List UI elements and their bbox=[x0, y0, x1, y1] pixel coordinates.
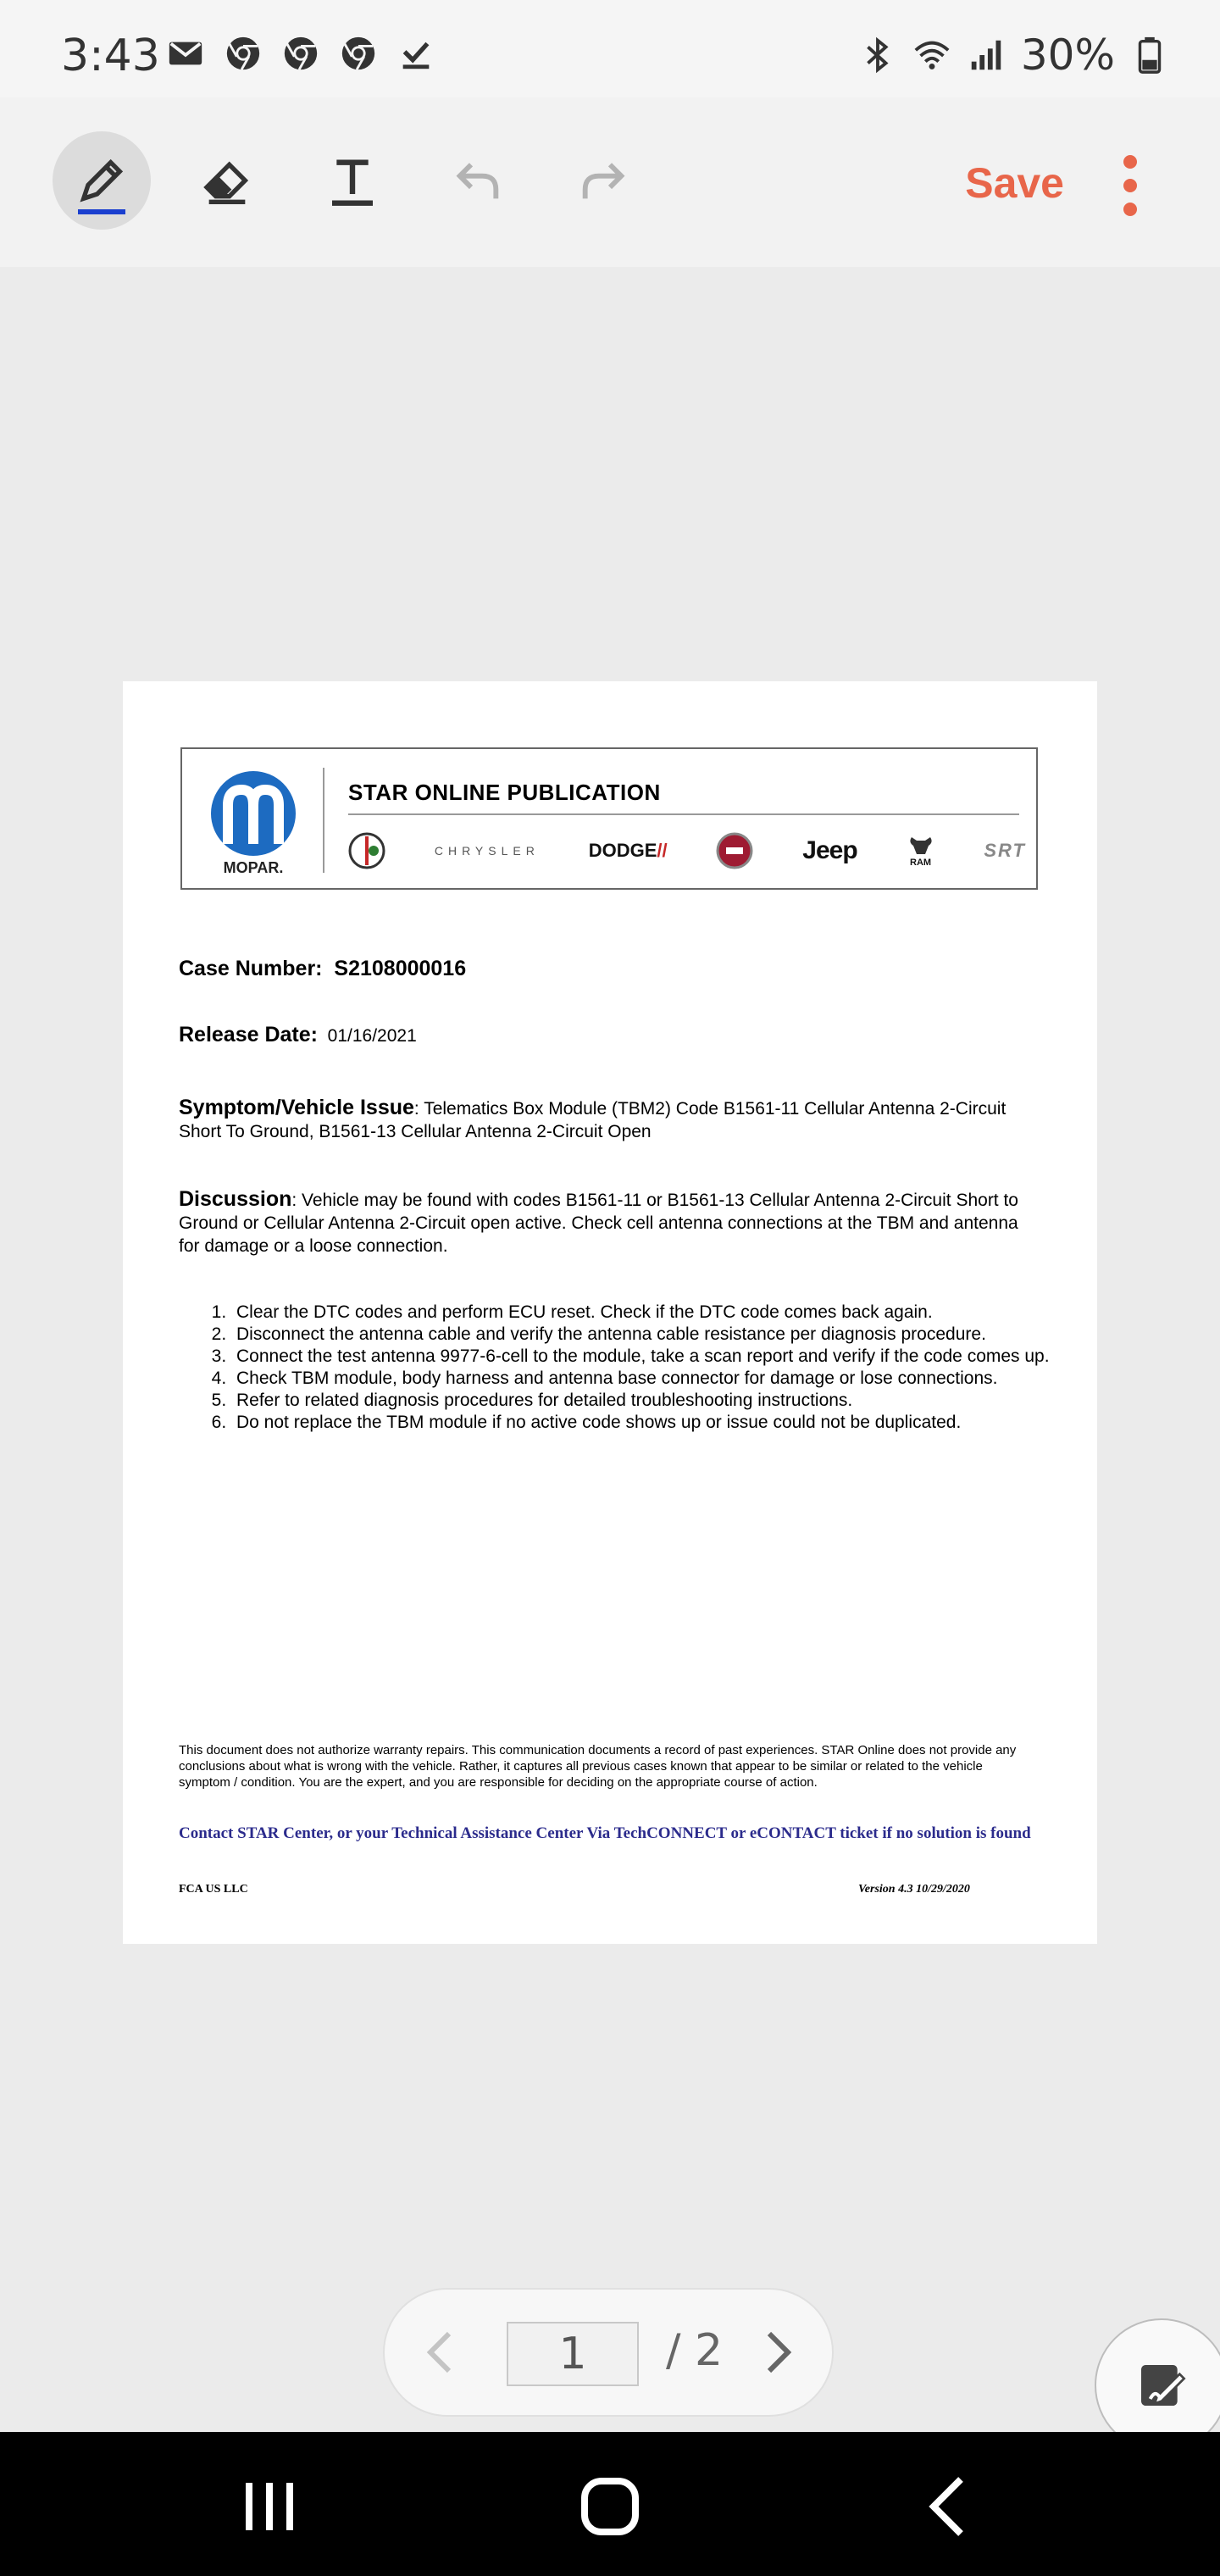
previous-page-icon[interactable] bbox=[422, 2329, 456, 2376]
system-icons bbox=[858, 31, 1169, 80]
release-value: 01/16/2021 bbox=[327, 1026, 417, 1046]
publication-banner bbox=[180, 747, 1038, 890]
battery-icon bbox=[1130, 36, 1169, 75]
step-item: 6. Do not replace the TBM module if no active code shows up or issue could not be duplicated. bbox=[231, 1412, 1079, 1434]
disclaimer-text: This document does not authorize warranty repairs. This communication documents a record of past experiences. STAR Online does not provide any conclusions about what is wrong with the vehicle. Rather, it captures all previous cases known that appear to be similar or related to the vehicle symptom / condition. You are the expert, and you are responsible for deciding on the appropriate course of action. bbox=[179, 1743, 1017, 1790]
discussion-text: : Vehicle may be found with codes B1561-11 or B1561-13 Cellular Antenna 2-Circuit Short to Ground or Cellular Antenna 2-Circuit open active. Check cell antenna connections at the TBM and antenna for damage or a loose connection. bbox=[179, 1191, 1018, 1256]
wifi-icon bbox=[912, 36, 951, 75]
dodge-logo: DODGE// bbox=[588, 840, 668, 861]
page-number-input[interactable]: 1 bbox=[507, 2322, 639, 2386]
alfa-romeo-logo bbox=[348, 832, 385, 869]
step-item: 4. Check TBM module, body harness and antenna base connector for damage or lose connections. bbox=[231, 1368, 1079, 1390]
case-number bbox=[179, 958, 1036, 980]
status-time: 3:43 bbox=[61, 31, 160, 81]
symptom-text: : Telematics Box Module (TBM2) Code B1561-11 Cellular Antenna 2-Circuit Short To Ground, B1561-13 Cellular Antenna 2-Circuit Open bbox=[179, 1099, 1006, 1141]
symptom-section bbox=[179, 1096, 1036, 1143]
symptom-label: Symptom/Vehicle Issue bbox=[179, 1096, 414, 1119]
home-icon[interactable] bbox=[576, 2473, 644, 2540]
eraser-tool-button[interactable] bbox=[178, 131, 276, 230]
chrome-icon bbox=[224, 34, 263, 73]
save-button[interactable]: Save bbox=[965, 159, 1064, 207]
mail-icon bbox=[166, 34, 205, 73]
eraser-icon bbox=[200, 153, 254, 208]
contact-text: Contact STAR Center, or your Technical Assistance Center Via TechCONNECT or eCONTACT ticket if no solution is found bbox=[179, 1824, 1031, 1842]
step-item: 5. Refer to related diagnosis procedures for detailed troubleshooting instructions. bbox=[231, 1390, 1079, 1412]
mopar-logo bbox=[199, 768, 308, 876]
release-date bbox=[179, 1024, 1036, 1047]
text-tool-button[interactable] bbox=[303, 131, 402, 230]
bluetooth-icon bbox=[858, 36, 897, 75]
step-item: 3. Connect the test antenna 9977-6-cell to the module, take a scan report and verify if the code comes up. bbox=[231, 1346, 1079, 1368]
notification-icons bbox=[166, 34, 435, 73]
back-icon[interactable] bbox=[917, 2473, 984, 2540]
release-label: Release Date: bbox=[179, 1023, 318, 1046]
diagnosis-steps bbox=[179, 1302, 1079, 1434]
discussion-label: Discussion bbox=[179, 1187, 292, 1211]
fiat-logo bbox=[716, 832, 753, 869]
case-label: Case Number: bbox=[179, 957, 323, 980]
step-item: 1. Clear the DTC codes and perform ECU reset. Check if the DTC code comes back again. bbox=[231, 1302, 1079, 1324]
dodge-stripes: // bbox=[657, 840, 668, 861]
pen-tool-button[interactable] bbox=[53, 131, 151, 230]
step-item: 2. Disconnect the antenna cable and verify the antenna cable resistance per diagnosis procedure. bbox=[231, 1324, 1079, 1346]
download-done-icon bbox=[396, 34, 435, 73]
chrysler-logo: CHRYSLER bbox=[434, 844, 540, 858]
brand-logos bbox=[348, 825, 1026, 876]
publication-title: STAR ONLINE PUBLICATION bbox=[348, 780, 661, 805]
srt-logo: SRT bbox=[984, 840, 1026, 861]
document-page[interactable] bbox=[123, 681, 1097, 1944]
editor-toolbar bbox=[0, 97, 1220, 267]
sign-pen-icon bbox=[1134, 2358, 1189, 2412]
signal-icon bbox=[967, 36, 1006, 75]
status-bar bbox=[0, 0, 1220, 97]
chrome-icon bbox=[281, 34, 320, 73]
mopar-wordmark: MOPAR. bbox=[223, 859, 284, 876]
undo-button[interactable] bbox=[429, 131, 527, 230]
battery-percent: 30% bbox=[1020, 31, 1115, 80]
next-page-icon[interactable] bbox=[762, 2329, 796, 2376]
discussion-section bbox=[179, 1188, 1036, 1257]
redo-icon bbox=[576, 153, 630, 208]
footer-version: Version 4.3 10/29/2020 bbox=[858, 1883, 970, 1896]
title-rule bbox=[348, 813, 1019, 815]
chrome-icon bbox=[339, 34, 378, 73]
case-value: S2108000016 bbox=[334, 957, 467, 980]
recent-apps-icon[interactable] bbox=[236, 2473, 303, 2540]
more-options-icon[interactable] bbox=[1113, 152, 1147, 219]
jeep-logo: Jeep bbox=[802, 836, 857, 864]
undo-icon bbox=[451, 153, 505, 208]
pen-icon bbox=[75, 153, 129, 208]
redo-button[interactable] bbox=[554, 131, 652, 230]
text-icon bbox=[325, 153, 380, 208]
banner-divider bbox=[323, 768, 324, 873]
page-navigator bbox=[383, 2288, 834, 2417]
ram-head-icon bbox=[907, 834, 935, 858]
footer-company: FCA US LLC bbox=[179, 1883, 248, 1896]
pen-active-underline bbox=[78, 209, 125, 214]
page-total: / 2 bbox=[666, 2325, 724, 2376]
system-nav-bar bbox=[0, 2432, 1220, 2576]
ram-logo: RAM bbox=[907, 834, 935, 868]
